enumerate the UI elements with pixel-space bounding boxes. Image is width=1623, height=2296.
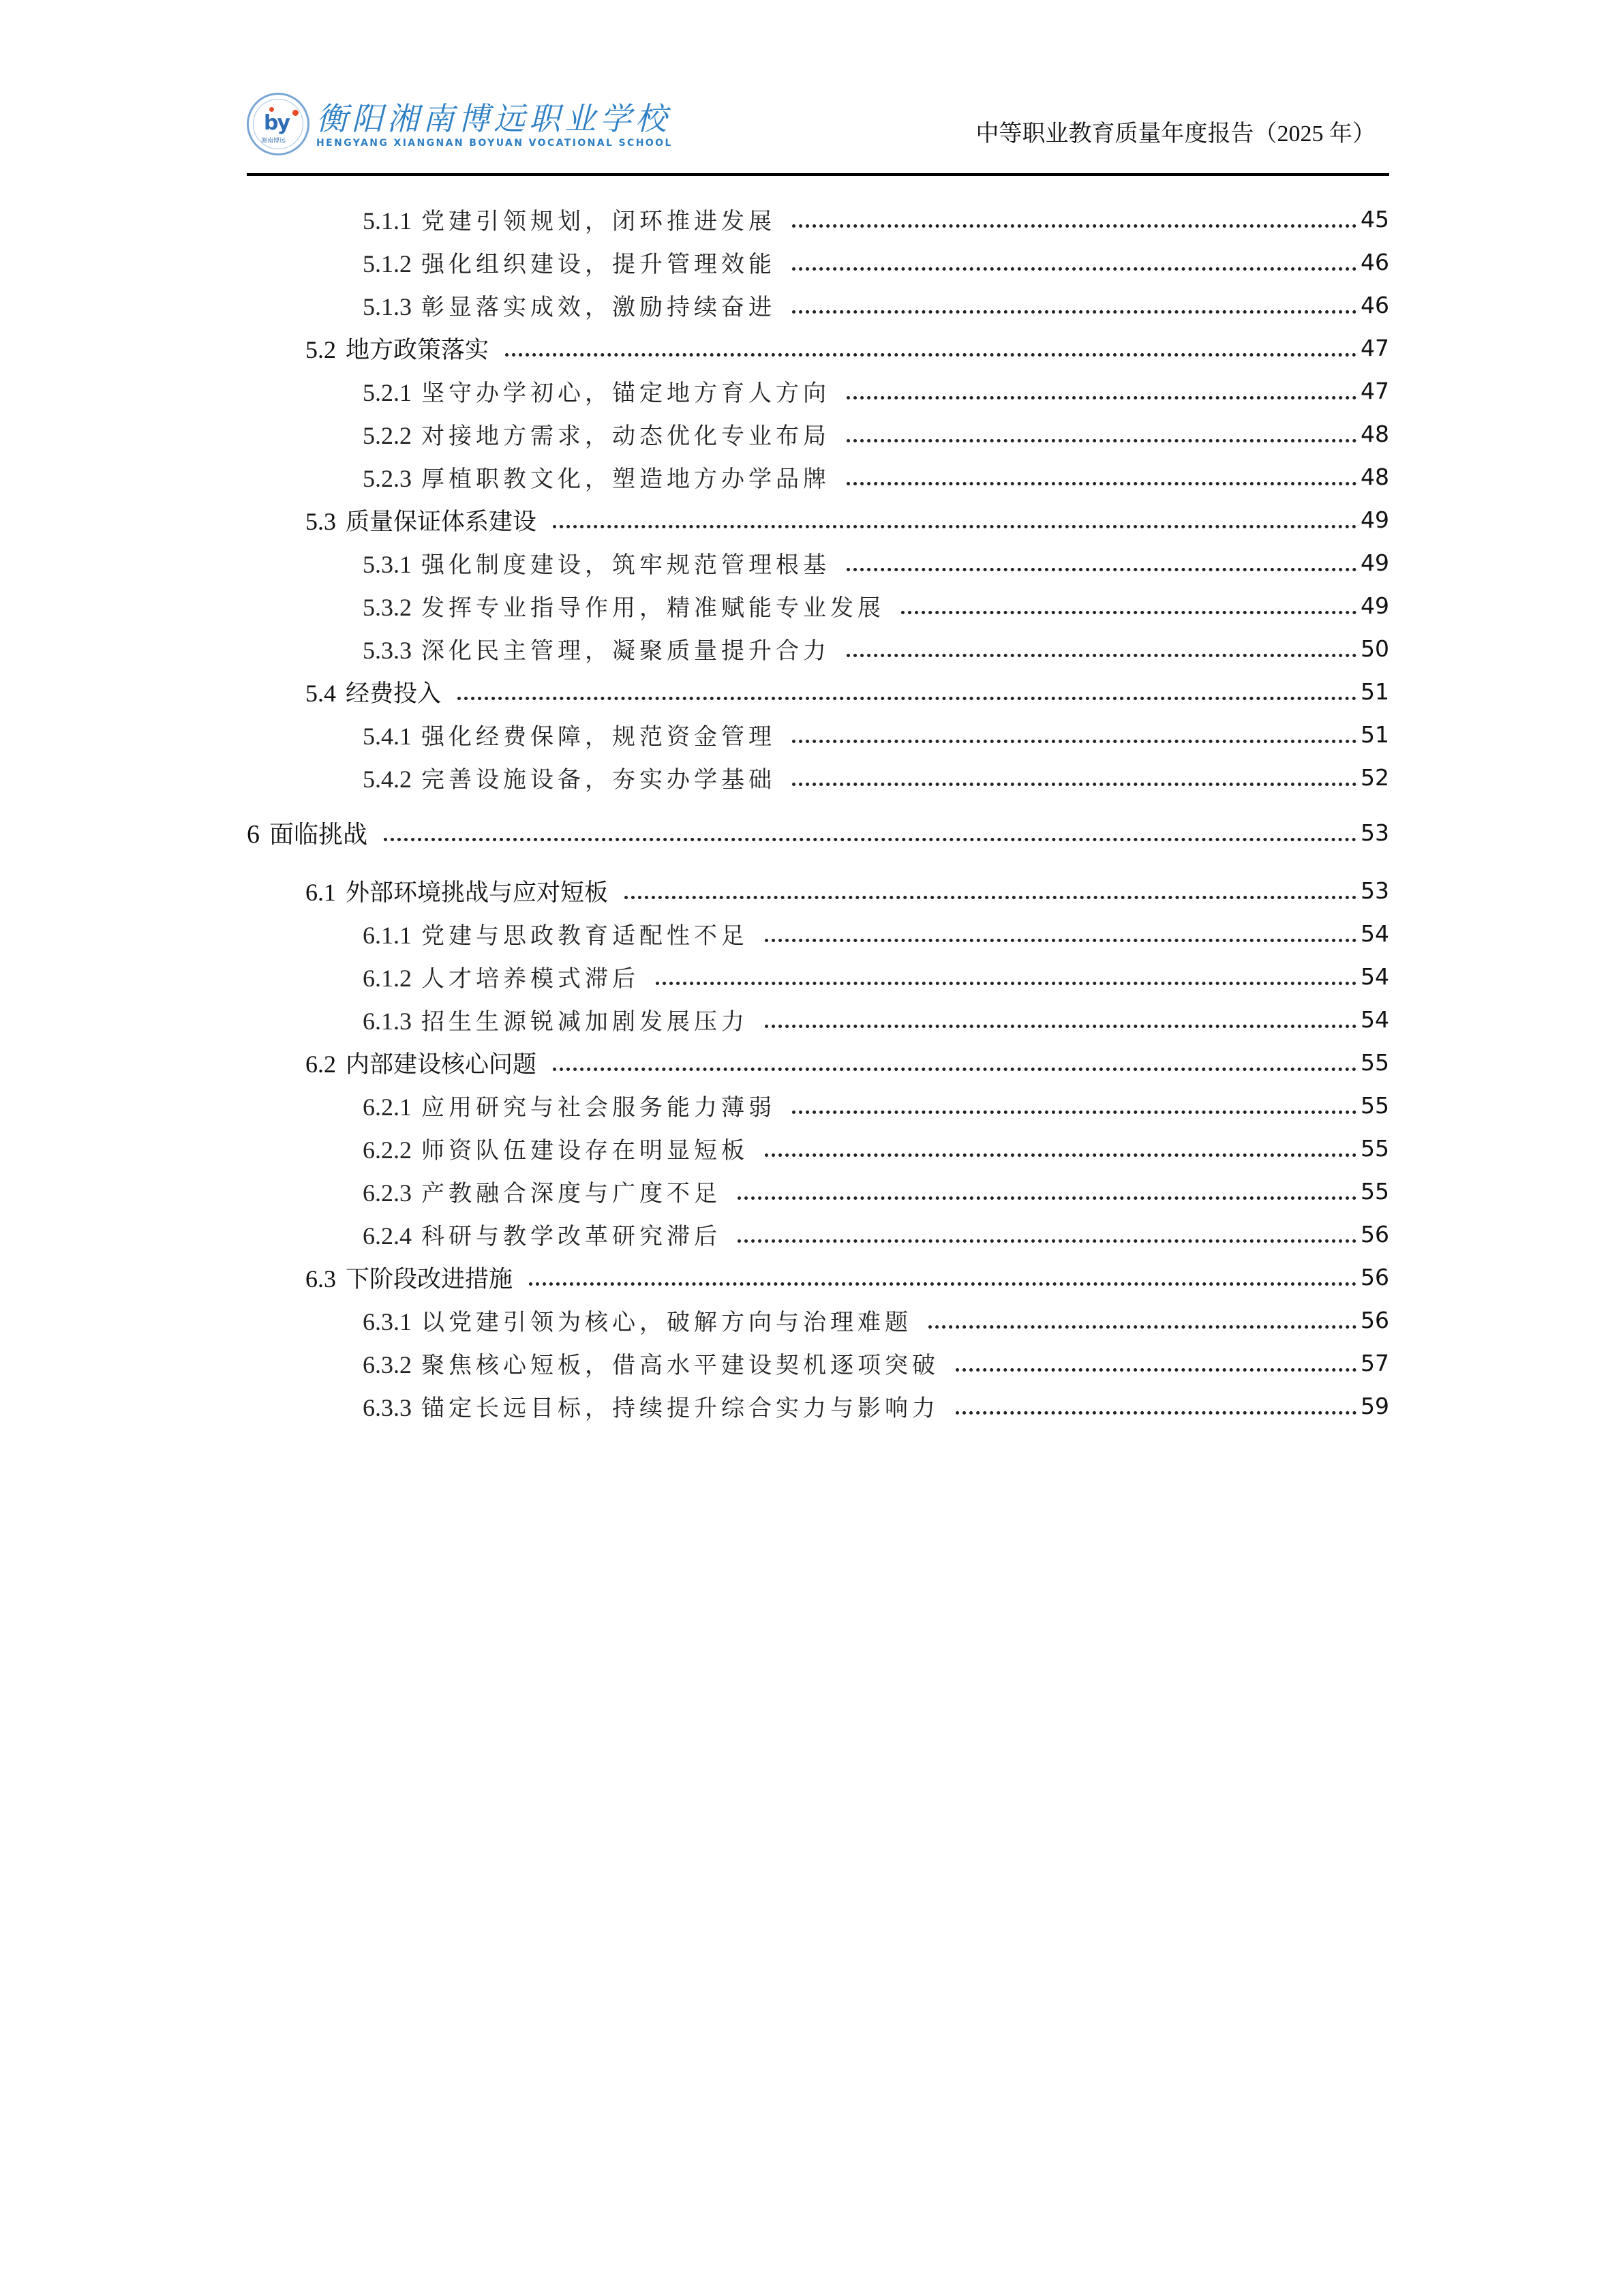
- dot-leader: [847, 654, 1356, 657]
- toc-entry-page: 53: [1361, 877, 1389, 904]
- toc-entry-title: 彰显落实成效，激励持续奋进: [421, 294, 776, 321]
- toc-entry-label: [363, 546, 830, 579]
- toc-entry[interactable]: [247, 811, 1389, 854]
- toc-entry-number: 6: [247, 820, 260, 849]
- toc-entry-number: 5.1.1: [363, 207, 412, 235]
- toc-entry-page: 51: [1361, 721, 1389, 748]
- toc-entry-label: [247, 815, 367, 850]
- toc-entry[interactable]: [247, 1256, 1389, 1299]
- dot-leader: [505, 353, 1356, 357]
- toc-entry-page: 59: [1361, 1393, 1389, 1419]
- toc-entry[interactable]: [247, 1385, 1389, 1428]
- toc-entry-label: [363, 1303, 912, 1337]
- toc-entry-page: 47: [1361, 378, 1389, 404]
- toc-entry-number: 6.2.3: [363, 1179, 412, 1207]
- toc-entry-title: 经费投入: [346, 680, 442, 708]
- toc-entry-label: [363, 960, 639, 993]
- toc-entry-page: 56: [1361, 1307, 1389, 1333]
- toc-entry-title: 深化民主管理，凝聚质量提升合力: [421, 637, 830, 665]
- toc-entry-title: 强化制度建设，筑牢规范管理根基: [421, 552, 830, 579]
- toc-entry-number: 5.4.1: [363, 723, 412, 750]
- dot-leader: [928, 1325, 1356, 1329]
- toc-entry-label: [305, 675, 441, 709]
- dot-leader: [384, 838, 1356, 841]
- toc-entry-number: 5.3.3: [363, 637, 412, 664]
- toc-entry-number: 5.3.2: [363, 594, 412, 621]
- toc-entry-title: 党建与思政教育适配性不足: [421, 922, 748, 950]
- school-name-cn: 衡阳湘南博远职业学校: [316, 100, 671, 137]
- toc-entry-title: 聚焦核心短板，借高水平建设契机逐项突破: [421, 1352, 939, 1379]
- dot-leader: [553, 525, 1356, 528]
- toc-entry-label: [363, 1089, 776, 1122]
- dot-leader: [765, 1153, 1356, 1157]
- toc-entry-number: 6.1.3: [363, 1008, 412, 1035]
- logo-sub: 湘南博远: [261, 138, 286, 145]
- toc-entry[interactable]: [247, 955, 1389, 998]
- school-seal-icon: [247, 93, 309, 155]
- toc-entry-number: 6.3.3: [363, 1394, 412, 1421]
- toc-entry-label: [305, 1260, 513, 1295]
- toc-entry-number: 5.4.2: [363, 766, 412, 793]
- toc-entry-label: [363, 1389, 939, 1423]
- toc-entry-title: 师资队伍建设存在明显短板: [421, 1137, 748, 1164]
- toc-entry-page: 48: [1361, 421, 1389, 447]
- toc-entry-number: 5.2.2: [363, 422, 412, 449]
- toc-entry-page: 55: [1361, 1178, 1389, 1205]
- toc-entry-label: [363, 761, 776, 794]
- toc-entry-page: 54: [1361, 1006, 1389, 1033]
- toc-entry[interactable]: [247, 998, 1389, 1041]
- toc-entry-title: 强化经费保障，规范资金管理: [421, 723, 776, 751]
- toc-entry-title: 人才培养模式滞后: [421, 965, 639, 993]
- toc-entry-label: [363, 288, 776, 322]
- dot-leader: [656, 982, 1356, 985]
- toc-entry-number: 5.1.2: [363, 250, 412, 277]
- toc-entry-number: 5.2: [305, 335, 336, 363]
- toc-entry[interactable]: [247, 627, 1389, 670]
- dot-leader: [765, 1025, 1356, 1028]
- dot-leader: [847, 396, 1356, 399]
- toc-entry-label: [305, 503, 536, 537]
- toc-entry[interactable]: [247, 670, 1389, 713]
- toc-entry-page: 57: [1361, 1350, 1389, 1376]
- toc-entry-number: 6.2.2: [363, 1136, 412, 1164]
- dot-leader: [901, 611, 1356, 614]
- toc-entry-label: [363, 1175, 721, 1208]
- toc-entry[interactable]: [247, 412, 1389, 455]
- toc-entry-title: 对接地方需求，动态优化专业布局: [421, 423, 830, 450]
- toc-entry-number: 6.3: [305, 1265, 336, 1293]
- toc-entry-label: [363, 632, 830, 665]
- toc-entry-page: 48: [1361, 464, 1389, 490]
- toc-entry-title: 质量保证体系建设: [346, 508, 537, 536]
- toc-entry-title: 产教融合深度与广度不足: [421, 1180, 721, 1207]
- toc-entry-page: 47: [1361, 335, 1389, 361]
- toc-entry[interactable]: [247, 327, 1389, 369]
- toc-entry[interactable]: [247, 455, 1389, 498]
- toc-entry-title: 厚植职教文化，塑造地方办学品牌: [421, 466, 830, 493]
- toc-entry-number: 6.1: [305, 878, 336, 906]
- header-divider: [247, 173, 1389, 176]
- dot-leader: [956, 1368, 1356, 1372]
- toc-entry-number: 5.1.3: [363, 293, 412, 320]
- toc-entry-title: 外部环境挑战与应对短板: [346, 879, 609, 907]
- toc-entry[interactable]: [247, 498, 1389, 541]
- dot-leader: [792, 224, 1356, 228]
- toc-entry[interactable]: [247, 1127, 1389, 1170]
- toc-entry-number: 6.3.2: [363, 1351, 412, 1378]
- toc-entry-page: 51: [1361, 678, 1389, 705]
- toc-entry-number: 6.2: [305, 1050, 336, 1078]
- toc-entry-title: 面临挑战: [269, 821, 368, 849]
- toc-entry-title: 以党建引领为核心，破解方向与治理难题: [421, 1309, 912, 1336]
- dot-leader: [765, 939, 1356, 942]
- toc-entry-title: 内部建设核心问题: [346, 1051, 537, 1078]
- toc-entry-page: 55: [1361, 1049, 1389, 1076]
- table-of-contents: [247, 198, 1389, 1428]
- toc-entry-label: [363, 718, 776, 751]
- toc-entry-title: 完善设施设备，夯实办学基础: [421, 766, 776, 794]
- toc-entry[interactable]: [247, 1342, 1389, 1385]
- toc-entry[interactable]: [247, 198, 1389, 241]
- toc-entry[interactable]: [247, 869, 1389, 912]
- toc-entry-page: 54: [1361, 963, 1389, 990]
- toc-entry-page: 53: [1361, 819, 1389, 846]
- toc-entry[interactable]: [247, 756, 1389, 799]
- dot-leader: [792, 783, 1356, 786]
- toc-entry-label: [363, 917, 748, 950]
- toc-entry-label: [363, 417, 830, 451]
- toc-entry-number: 5.2.3: [363, 465, 412, 492]
- toc-entry-page: 49: [1361, 507, 1389, 533]
- toc-entry-label: [363, 1132, 748, 1165]
- toc-entry-title: 发挥专业指导作用，精准赋能专业发展: [421, 594, 885, 622]
- toc-entry-page: 56: [1361, 1221, 1389, 1248]
- dot-leader: [847, 568, 1356, 571]
- toc-entry-label: [363, 1346, 939, 1380]
- logo-mark: by: [264, 111, 290, 135]
- toc-entry-label: [363, 589, 885, 622]
- toc-entry-label: [363, 202, 776, 236]
- toc-entry-page: 46: [1361, 249, 1389, 275]
- toc-entry-title: 锚定长远目标，持续提升综合实力与影响力: [421, 1395, 939, 1422]
- toc-entry[interactable]: [247, 1084, 1389, 1127]
- dot-leader: [738, 1239, 1356, 1243]
- toc-entry-page: 49: [1361, 592, 1389, 619]
- school-logo: [247, 93, 673, 155]
- dot-leader: [553, 1068, 1356, 1071]
- toc-entry-number: 6.2.4: [363, 1222, 412, 1250]
- toc-entry-title: 招生生源锐减加剧发展压力: [421, 1008, 748, 1036]
- toc-entry-label: [363, 1003, 748, 1036]
- toc-entry-label: [305, 874, 608, 908]
- dot-leader: [792, 740, 1356, 743]
- toc-entry-title: 科研与教学改革研究滞后: [421, 1223, 721, 1250]
- toc-entry[interactable]: [247, 541, 1389, 584]
- toc-entry[interactable]: [247, 912, 1389, 955]
- toc-entry-label: [305, 1046, 536, 1080]
- toc-entry-page: 45: [1361, 206, 1389, 232]
- toc-entry-page: 49: [1361, 549, 1389, 576]
- toc-entry-number: 6.2.1: [363, 1093, 412, 1121]
- toc-entry[interactable]: [247, 584, 1389, 627]
- toc-entry-label: [363, 374, 830, 408]
- toc-entry[interactable]: [247, 1299, 1389, 1342]
- toc-entry-title: 党建引领规划，闭环推进发展: [421, 208, 776, 235]
- toc-entry-title: 强化组织建设，提升管理效能: [421, 251, 776, 278]
- toc-entry-page: 46: [1361, 292, 1389, 318]
- page-header: [247, 87, 1389, 176]
- toc-entry-number: 6.1.2: [363, 965, 412, 992]
- toc-entry[interactable]: [247, 1041, 1389, 1084]
- dot-leader: [847, 439, 1356, 442]
- dot-leader: [738, 1196, 1356, 1200]
- dot-leader: [529, 1282, 1356, 1286]
- toc-entry-number: 5.3: [305, 507, 336, 535]
- toc-entry-title: 地方政策落实: [346, 336, 489, 364]
- dot-leader: [847, 482, 1356, 485]
- toc-entry-number: 6.1.1: [363, 922, 412, 949]
- toc-entry[interactable]: [247, 713, 1389, 756]
- report-title: 中等职业教育质量年度报告（2025 年）: [975, 121, 1376, 147]
- toc-entry-title: 应用研究与社会服务能力薄弱: [421, 1094, 776, 1121]
- toc-entry-title: 坚守办学初心，锚定地方育人方向: [421, 380, 830, 407]
- dot-leader: [956, 1411, 1356, 1415]
- dot-leader: [624, 896, 1356, 899]
- toc-entry-label: [305, 331, 489, 365]
- toc-entry-number: 5.2.1: [363, 379, 412, 406]
- toc-entry[interactable]: [247, 1170, 1389, 1213]
- toc-entry-page: 55: [1361, 1135, 1389, 1162]
- dot-leader: [792, 1111, 1356, 1114]
- toc-entry[interactable]: [247, 369, 1389, 412]
- dot-leader: [457, 697, 1356, 700]
- toc-entry-number: 5.4: [305, 679, 336, 707]
- dot-leader: [792, 267, 1356, 271]
- toc-entry-label: [363, 245, 776, 279]
- dot-leader: [792, 310, 1356, 314]
- toc-entry-page: 52: [1361, 764, 1389, 791]
- toc-entry[interactable]: [247, 241, 1389, 284]
- toc-entry[interactable]: [247, 1213, 1389, 1256]
- toc-entry-page: 54: [1361, 920, 1389, 947]
- toc-entry-label: [363, 1218, 721, 1251]
- school-name-en: HENGYANG XIANGNAN BOYUAN VOCATIONAL SCHOOL: [316, 138, 673, 149]
- toc-entry-number: 5.3.1: [363, 551, 412, 578]
- toc-entry-page: 55: [1361, 1092, 1389, 1119]
- toc-entry-page: 56: [1361, 1264, 1389, 1290]
- toc-entry[interactable]: [247, 284, 1389, 327]
- toc-entry-number: 6.3.1: [363, 1308, 412, 1335]
- toc-entry-page: 50: [1361, 635, 1389, 662]
- toc-entry-label: [363, 460, 830, 494]
- toc-entry-title: 下阶段改进措施: [346, 1265, 513, 1293]
